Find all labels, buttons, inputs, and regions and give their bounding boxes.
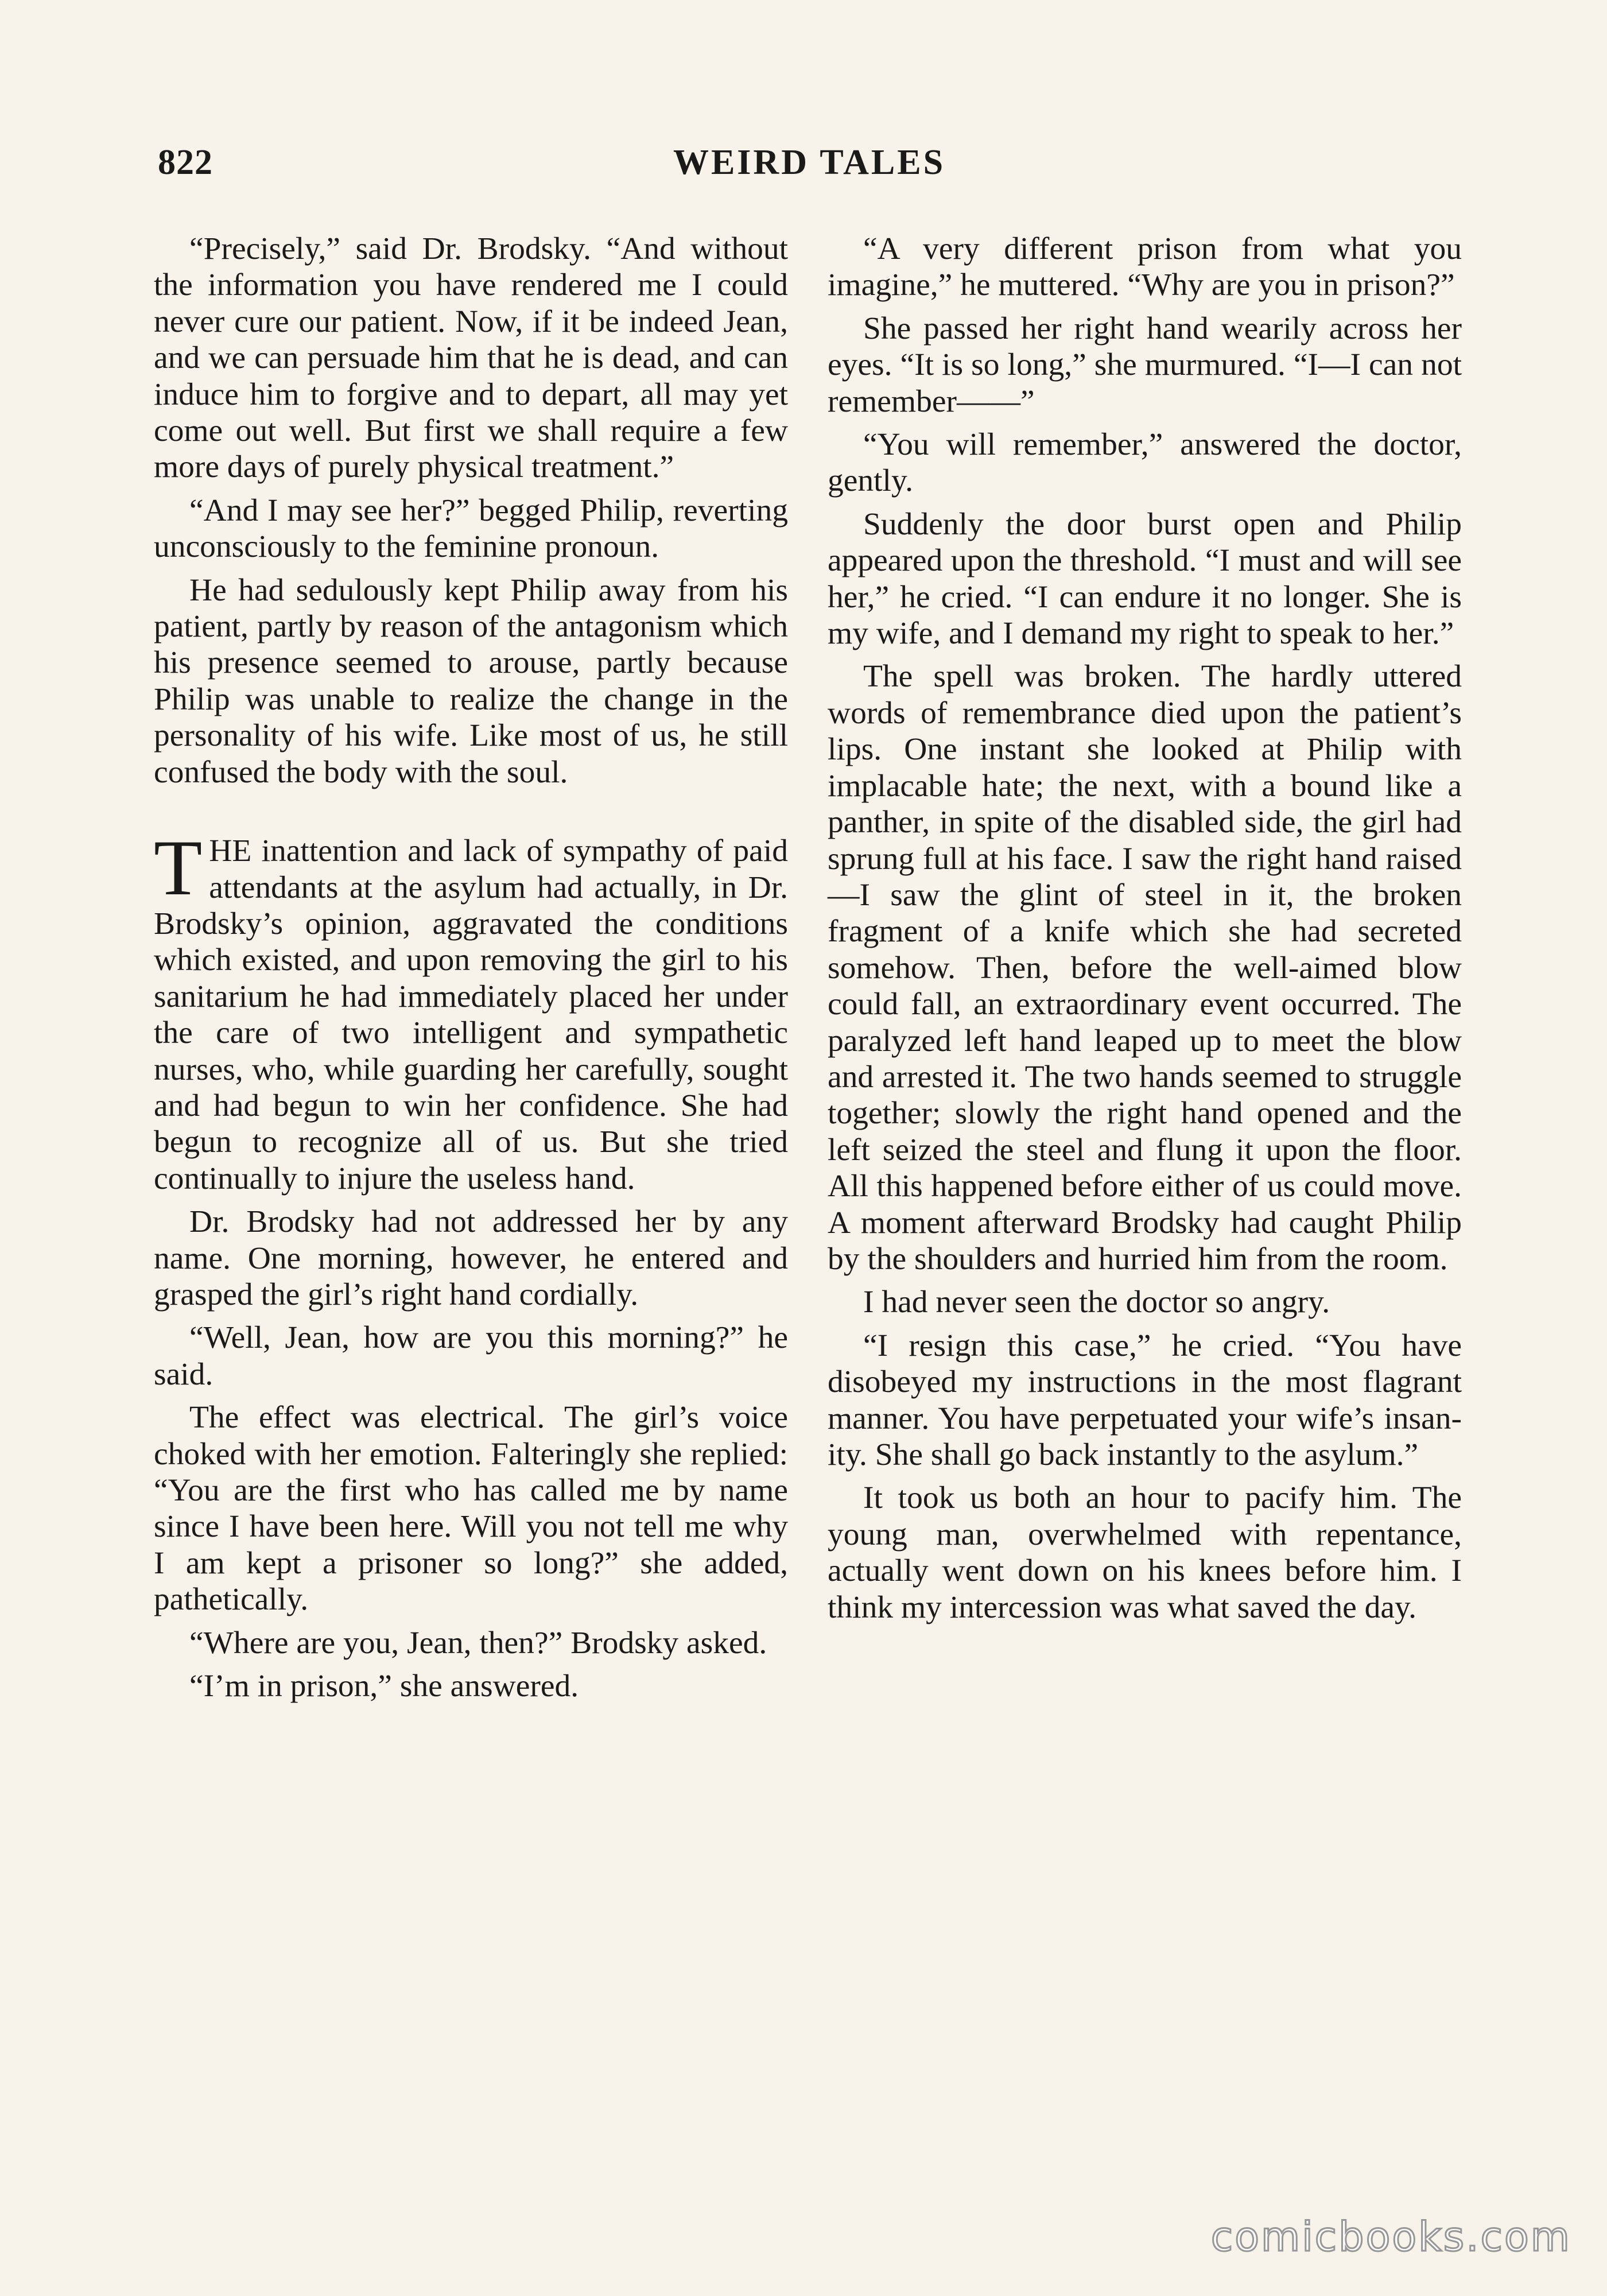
paragraph: Suddenly the door burst open and Philip appeared upon the threshold. “I must and will see her,” he cried. “I can endure it no longer. She is my wife, and I demand my right to speak to her.”: [828, 506, 1462, 651]
paragraph: “Where are you, Jean, then?” Brodsky asked.: [189, 1625, 767, 1661]
paragraph: “You will remember,” answered the doctor, gently.: [828, 427, 1462, 499]
paragraph: The spell was broken. The hardly uttered words of remembrance died upon the patient’s lips. One instant she looked at Philip with implacable hate; the next, with a bound like a panther, in spite of the disabled side, the girl had sprung full at his face. I saw the right hand raised—I saw the glint of steel in it, the broken fragment of a knife which she had secreted somehow. Then, before the well-aimed blow could fall, an extraordinary event occurred. The paralyzed left hand leaped up to meet the blow and arrested it. The two hands seemed to struggle together; slowly the right hand opened and the left seized the steel and flung it upon the floor. All this happened before either of us could move. A moment afterward Brodsky had caught Philip by the shoulders and hurried him from the room.: [828, 659, 1462, 1277]
paragraph: “I resign this case,” he cried. “You have disobeyed my instructions in the most flagrant manner. You have perpetuated your wife’s insanity. She shall go back instantly to the asylum.”: [828, 1328, 1462, 1472]
paragraph: “Precisely,” said Dr. Brodsky. “And without the information you have rendered me I could never cure our patient. Now, if it be indeed Jean, and we can persuade him that he is dead, and can induce him to forgive and to depart, all may yet come out well. But first we shall require a few more days of purely physical treatment.”: [154, 231, 788, 485]
paragraph: I had never seen the doctor so angry.: [863, 1285, 1330, 1320]
paragraph: Dr. Brodsky had not addressed her by any name. One morning, however, he entered and grasped the girl’s right hand cordially.: [154, 1204, 788, 1312]
left-column: [154, 231, 788, 1711]
paragraph: He had sedulously kept Philip away from his patient, partly by reason of the antagonism which his presence seemed to arouse, partly because Philip was unable to realize the change in the personality of his wife. Like most of us, he still confused the body with the soul.: [154, 572, 788, 790]
page-number: 822: [158, 143, 213, 182]
paragraph: It took us both an hour to pacify him. The young man, overwhelmed with repentance, actually went down on his knees before him. I think my intercession was what saved the day.: [828, 1480, 1462, 1625]
paragraph: “And I may see her?” begged Philip, reverting unconsciously to the feminine pronoun.: [154, 492, 788, 565]
paragraph: “I’m in prison,” she answered.: [189, 1669, 579, 1704]
right-column: [828, 231, 1462, 1632]
paragraph: The effect was electrical. The girl’s voice choked with her emotion. Falteringly she replied: “You are the first who has called me by name since I have been here. Will you not tell me why I am kept a prisoner so long?” she added, pathetically.: [154, 1400, 788, 1618]
paragraph: “Well, Jean, how are you this morning?” he said.: [154, 1320, 788, 1392]
watermark: comicbooks.com: [1210, 2213, 1571, 2260]
running-title: WEIRD TALES: [673, 143, 946, 182]
paragraph: She passed her right hand wearily across her eyes. “It is so long,” she murmured. “I—I can not remember——”: [828, 311, 1462, 419]
section-start-paragraph: THE inattention and lack of sympathy of paid attendants at the asylum had actually, in Dr. Brodsky’s opinion, aggravated the conditions which existed, and upon removing the girl to his sanitarium he had immediately placed her under the care of two intelligent and sympathetic nurses, who, while guarding her carefully, sought and had begun to win her confidence. She had begun to recognize all of us. But she tried continually to injure the useless hand.: [154, 824, 788, 1196]
paragraph: “A very different prison from what you imagine,” he muttered. “Why are you in prison?”: [828, 231, 1462, 303]
page-header: [158, 142, 1461, 188]
